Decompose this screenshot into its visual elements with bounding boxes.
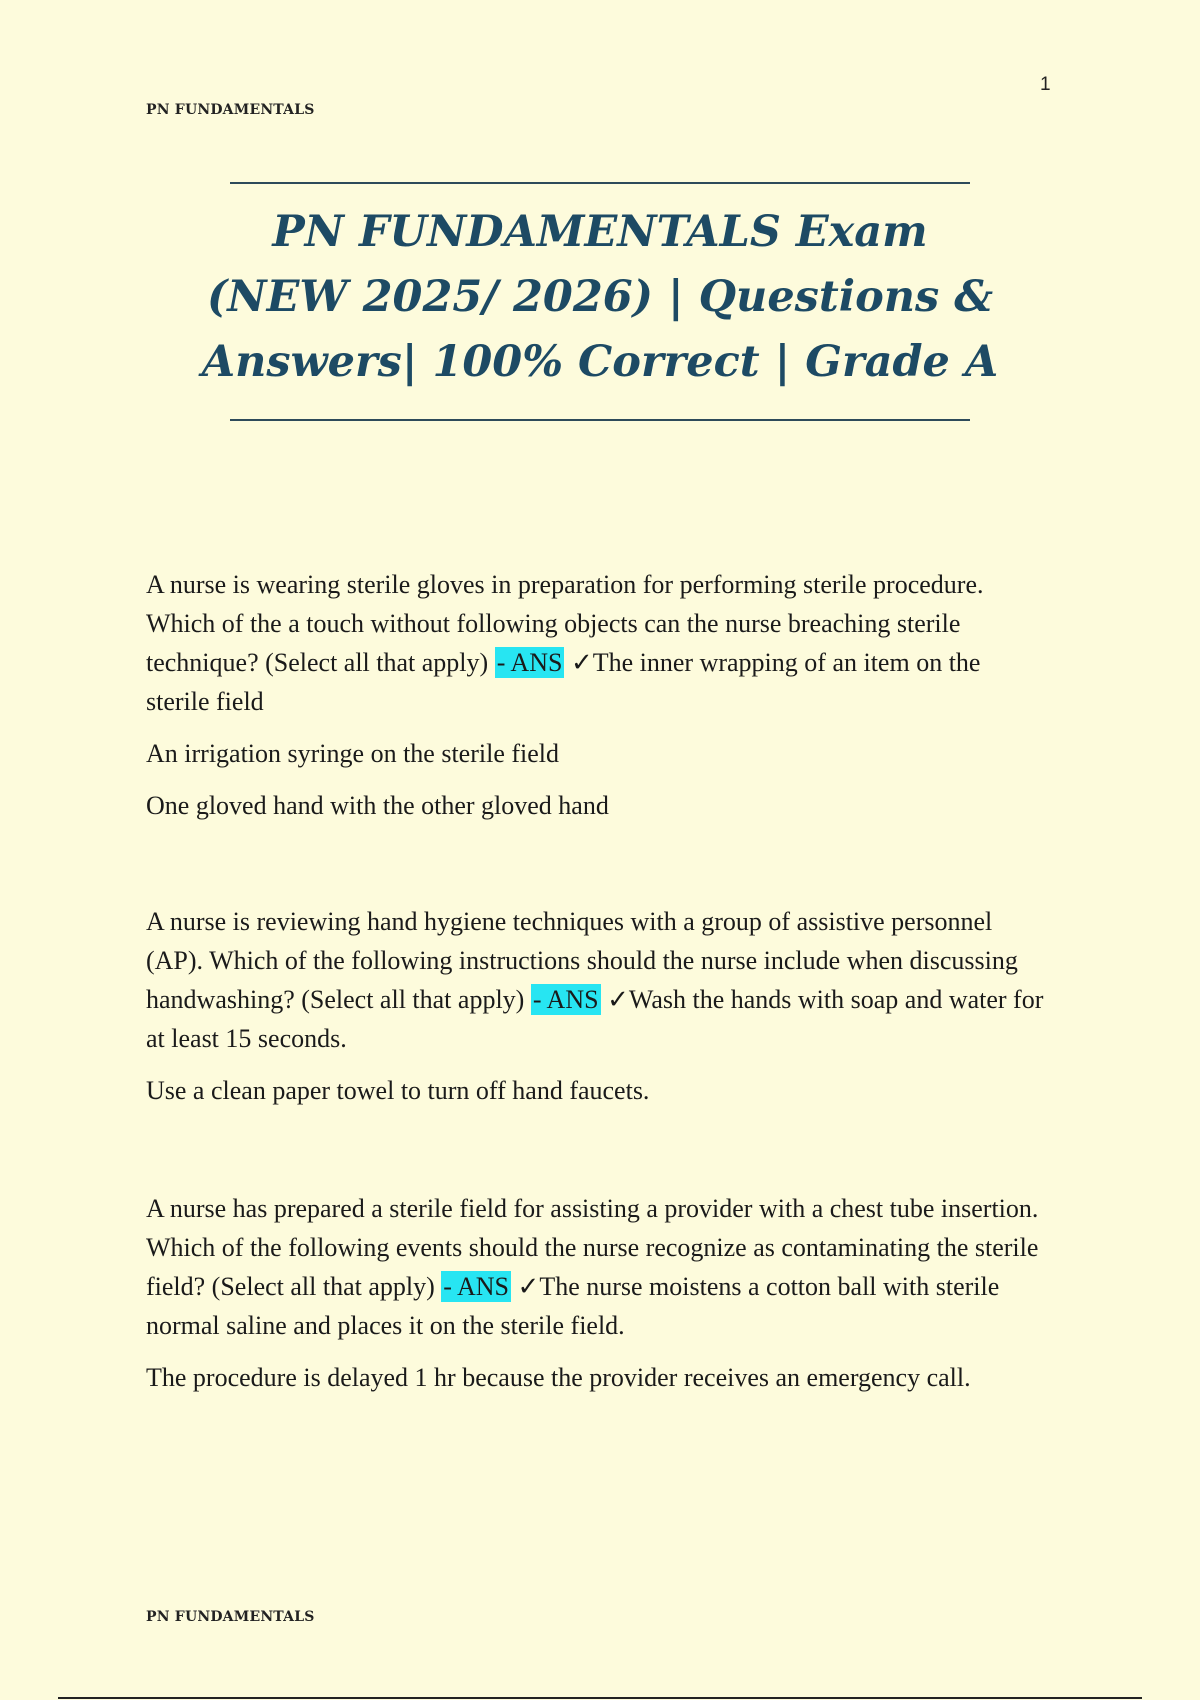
answer-marker: - ANS — [496, 648, 563, 677]
answer-text: ✓Wash the hands with soap and water for at least 15 seconds. — [146, 985, 1044, 1053]
question-block-1 — [146, 565, 1046, 838]
answer-text: ✓The nurse moistens a cotton ball with sterile normal saline and places it on the sterile field. — [146, 1272, 1000, 1340]
question-block-3 — [146, 1189, 1046, 1410]
question-text: A nurse is reviewing hand hygiene techniques with a group of assistive personnel (AP). Which of the following instructions should the nurse include when discussing handwashing? (Select all that apply) — [146, 907, 1018, 1014]
question-paragraph — [146, 565, 1046, 721]
question-text: A nurse is wearing sterile gloves in preparation for performing sterile procedure. Which of the a touch without following objects can the nurse breaching sterile technique? (Select all that apply) — [146, 570, 984, 677]
answer-text: ✓The inner wrapping of an item on the sterile field — [146, 648, 981, 716]
answer-text: One gloved hand with the other gloved hand — [146, 791, 609, 820]
document-title: PN FUNDAMENTALS Exam (NEW 2025/ 2026) | Questions & Answers| 100% Correct | Grade A — [201, 207, 999, 387]
answer-text: Use a clean paper towel to turn off hand faucets. — [146, 1076, 650, 1105]
answer-text: An irrigation syringe on the sterile field — [146, 739, 560, 768]
answer-text: The procedure is delayed 1 hr because the provider receives an emergency call. — [146, 1363, 971, 1392]
footer-rule — [58, 1697, 1142, 1699]
page-number: 1 — [1040, 74, 1051, 95]
question-paragraph — [146, 1189, 1046, 1345]
answer-marker: - ANS — [443, 1272, 510, 1301]
question-text: A nurse has prepared a sterile field for assisting a provider with a chest tube insertion. Which of the following events should the nurse recognize as contaminating the sterile field? (Select all that apply) — [146, 1194, 1039, 1301]
title-top-rule — [230, 182, 970, 184]
question-paragraph — [146, 902, 1046, 1058]
title-bottom-rule — [230, 419, 970, 421]
running-header: PN FUNDAMENTALS — [146, 102, 315, 118]
question-block-2 — [146, 902, 1046, 1123]
running-footer: PN FUNDAMENTALS — [146, 1609, 315, 1625]
answer-marker: - ANS — [532, 985, 599, 1014]
